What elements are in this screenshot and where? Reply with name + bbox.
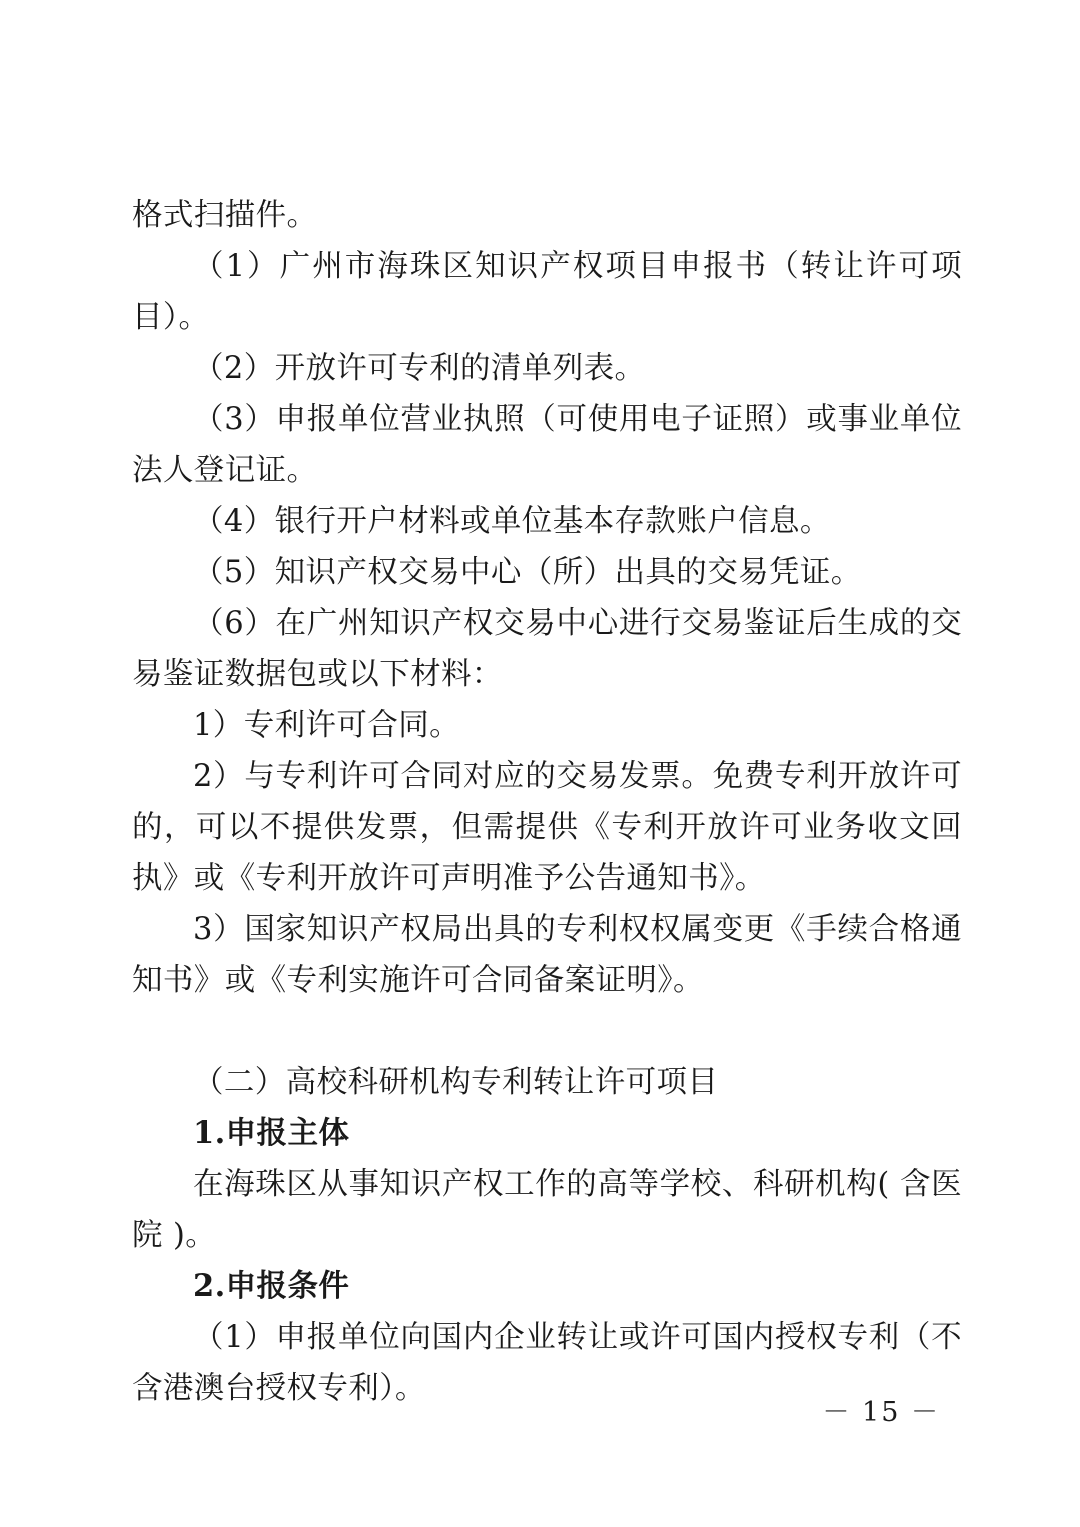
sub-list-item-1: 1）专利许可合同。 — [193, 708, 461, 743]
list-item-material-3: （3）申报单位营业执照（可使用电子证照）或事业单位法人登记证。 — [132, 402, 962, 488]
sub-list-item-2: 2）与专利许可合同对应的交易发票。免费专利开放许可的，可以不提供发票，但需提供《专利开放许可业务收文回执》或《专利开放许可声明准予公告通知书》。 — [132, 759, 962, 896]
list-item-material-2: （2）开放许可专利的清单列表。 — [193, 351, 646, 386]
subsection-heading-conditions: 2.申报条件 — [193, 1268, 350, 1304]
subsection-body-conditions-1: （1）申报单位向国内企业转让或许可国内授权专利（不含港澳台授权专利）。 — [132, 1320, 962, 1406]
sub-list-item-3: 3）国家知识产权局出具的专利权权属变更《手续合格通知书》或《专利实施许可合同备案证明》。 — [132, 912, 962, 998]
list-item-material-1: （1）广州市海珠区知识产权项目申报书（转让许可项目）。 — [132, 249, 962, 335]
section-heading-two: （二）高校科研机构专利转让许可项目 — [193, 1065, 719, 1100]
paragraph-continuation: 格式扫描件。 — [132, 198, 318, 233]
section-spacer — [132, 1006, 962, 1057]
document-body — [132, 190, 962, 1414]
list-item-material-5: （5）知识产权交易中心（所）出具的交易凭证。 — [193, 555, 862, 590]
list-item-material-6: （6）在广州知识产权交易中心进行交易鉴证后生成的交易鉴证数据包或以下材料： — [132, 606, 962, 692]
subsection-heading-applicant: 1.申报主体 — [193, 1115, 350, 1151]
list-item-material-4: （4）银行开户材料或单位基本存款账户信息。 — [193, 504, 831, 539]
page-number: － 15 － — [822, 1397, 940, 1428]
subsection-body-applicant: 在海珠区从事知识产权工作的高等学校、科研机构( 含医院 )。 — [132, 1167, 962, 1253]
